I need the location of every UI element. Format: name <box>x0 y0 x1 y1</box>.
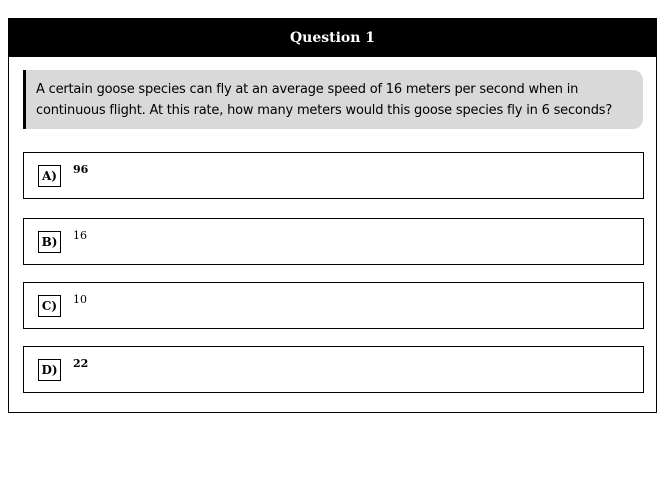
question-prompt <box>23 70 643 129</box>
option-text-a: 96 <box>73 163 89 176</box>
answer-option-a[interactable] <box>23 152 644 199</box>
answer-option-c[interactable] <box>23 282 644 329</box>
option-letter-d: D) <box>38 359 61 381</box>
answer-option-b[interactable] <box>23 218 644 265</box>
option-letter-b: B) <box>38 231 61 253</box>
option-text-c: 10 <box>73 293 87 306</box>
answer-option-d[interactable] <box>23 346 644 393</box>
option-letter-c: C) <box>38 295 61 317</box>
question-text: A certain goose species can fly at an average speed of 16 meters per second when in continuous flight. At this rate, how many meters would this goose species fly in 6 seconds? <box>36 82 613 118</box>
question-card <box>8 18 657 413</box>
option-text-b: 16 <box>73 229 87 242</box>
option-text-d: 22 <box>73 357 89 370</box>
option-letter-a: A) <box>38 165 61 187</box>
question-title: Question 1 <box>289 30 376 46</box>
question-header <box>9 19 656 57</box>
